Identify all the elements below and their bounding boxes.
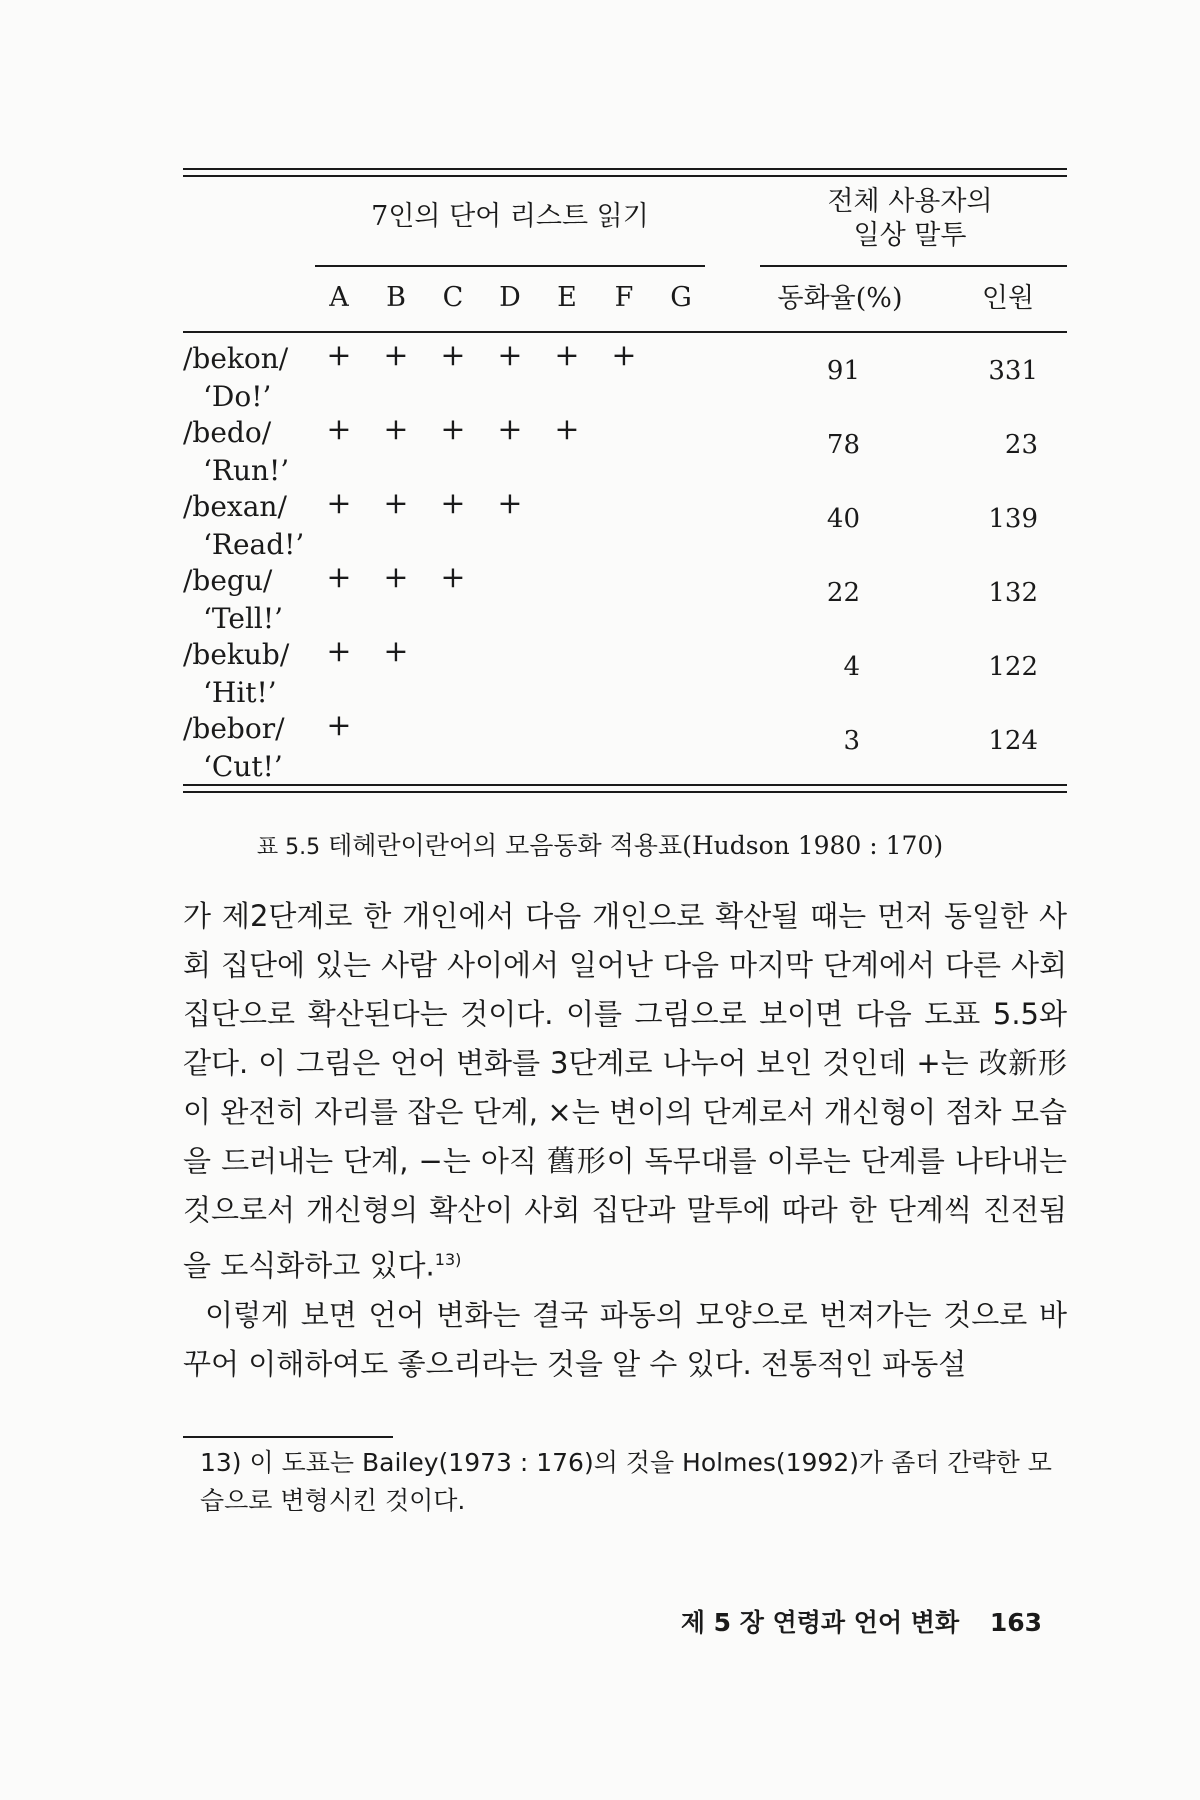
table-caption (0, 826, 1200, 862)
plus-mark: + (326, 338, 352, 373)
assimilation-rate: 3 (843, 726, 860, 756)
plus-mark: + (383, 412, 409, 447)
table-bottom-rule-2 (183, 791, 1067, 793)
plus-mark: + (440, 486, 466, 521)
plus-mark: + (326, 412, 352, 447)
word-gloss: ‘Tell!’ (203, 602, 284, 635)
table-row-word (183, 710, 285, 786)
speaker-count: 139 (988, 504, 1038, 534)
word-form: /bekub/ (183, 638, 290, 671)
plus-mark: + (497, 338, 523, 373)
group-header-right-line1: 전체 사용자의 (827, 186, 993, 217)
speech-subrule (760, 265, 1067, 267)
speaker-count: 124 (988, 726, 1038, 756)
paragraph-2: 이렇게 보면 언어 변화는 결국 파동의 모양으로 번져가는 것으로 바꾸어 이해하여도 좋으리라는 것을 알 수 있다. 전통적인 파동설 (183, 1297, 1067, 1381)
plus-mark: + (440, 412, 466, 447)
table-row-word (183, 562, 283, 638)
speaker-count: 122 (988, 652, 1038, 682)
footnote-ref: 13) (434, 1250, 462, 1269)
assimilation-rate: 91 (826, 356, 860, 386)
plus-mark: + (554, 338, 580, 373)
speaker-count: 23 (1004, 430, 1038, 460)
word-form: /begu/ (183, 564, 273, 597)
word-gloss: ‘Do!’ (203, 380, 272, 413)
paragraph-1 (183, 892, 1067, 1291)
table-top-rule-2 (183, 175, 1067, 177)
footnote-rule (183, 1436, 393, 1438)
group-header-right (760, 185, 1060, 253)
caption-text: 테헤란이란어의 모음동화 적용표(Hudson 1980 : 170) (328, 831, 944, 860)
chapter-title: 제 5 장 연령과 언어 변화 (680, 1608, 960, 1637)
speaker-header-c: C (442, 282, 464, 313)
group-header-left: 7인의 단어 리스트 읽기 (371, 201, 649, 232)
footnote: 13) 이 도표는 Bailey(1973 : 176)의 것을 Holmes(1992)가 좀더 간략한 모습으로 변형시킨 것이다. (200, 1448, 1052, 1515)
assimilation-rate: 78 (826, 430, 860, 460)
plus-mark: + (383, 560, 409, 595)
word-gloss: ‘Cut!’ (203, 750, 283, 783)
word-gloss: ‘Run!’ (203, 454, 290, 487)
speaker-count: 132 (988, 578, 1038, 608)
table-row-word (183, 414, 289, 490)
word-form: /bebor/ (183, 712, 285, 745)
speaker-header-f: F (614, 282, 634, 313)
col-count-header: 인원 (981, 283, 1035, 314)
col-rate-header: 동화율(%) (777, 283, 903, 314)
word-form: /bekon/ (183, 342, 289, 375)
speaker-header-d: D (499, 282, 521, 313)
paragraph-1-text: 가 제2단계로 한 개인에서 다음 개인으로 확산될 때는 먼저 동일한 사회 집단에 있는 사람 사이에서 일어난 다음 마지막 단계에서 다른 사회 집단으로 확산된다는 것이다. 이를 그림으로 보이면 다음 도표 5.5와 같다. 이 그림은 언어 변화를 3단계로 나누어 보인 것인데 +는 改新形이 완전히 자리를 잡은 단계, ×는 변이의 단계로서 개신형이 점차 모습을 드러내는 단계, −는 아직 舊形이 독무대를 이루는 단계를 나타내는 것으로서 개신형의 확산이 사회 집단과 말투에 따라 한 단계씩 진전됨을 도식화하고 있다. (183, 899, 1067, 1283)
plus-mark: + (326, 708, 352, 743)
table-row-word (183, 488, 304, 564)
table-top-rule (183, 168, 1067, 170)
plus-mark: + (440, 560, 466, 595)
plus-mark: + (611, 338, 637, 373)
plus-mark: + (383, 634, 409, 669)
group-header-right-line2: 일상 말투 (853, 219, 967, 251)
page-footer (0, 1603, 1042, 1639)
plus-mark: + (554, 412, 580, 447)
assimilation-rate: 22 (826, 578, 860, 608)
speaker-header-b: B (386, 282, 406, 313)
caption-label: 표 5.5 (256, 835, 321, 860)
assimilation-rate: 40 (826, 504, 860, 534)
body-text (183, 892, 1067, 1389)
speaker-subrule (315, 265, 705, 267)
table-row-word (183, 636, 289, 712)
word-gloss: ‘Read!’ (203, 528, 305, 561)
plus-mark: + (383, 486, 409, 521)
speaker-header-a: A (329, 282, 349, 313)
plus-mark: + (326, 560, 352, 595)
table-row-word (183, 340, 288, 416)
speaker-header-g: G (670, 282, 692, 313)
speaker-count: 331 (988, 356, 1038, 386)
plus-mark: + (383, 338, 409, 373)
table-bottom-rule (183, 784, 1067, 786)
table-header-rule (183, 331, 1067, 333)
speaker-header-e: E (557, 282, 577, 313)
page-number: 163 (989, 1608, 1042, 1637)
assimilation-rate: 4 (843, 652, 860, 682)
plus-mark: + (326, 634, 352, 669)
plus-mark: + (440, 338, 466, 373)
plus-mark: + (497, 486, 523, 521)
plus-mark: + (326, 486, 352, 521)
word-form: /bexan/ (183, 490, 287, 523)
word-form: /bedo/ (183, 416, 272, 449)
word-gloss: ‘Hit!’ (203, 676, 277, 709)
plus-mark: + (497, 412, 523, 447)
